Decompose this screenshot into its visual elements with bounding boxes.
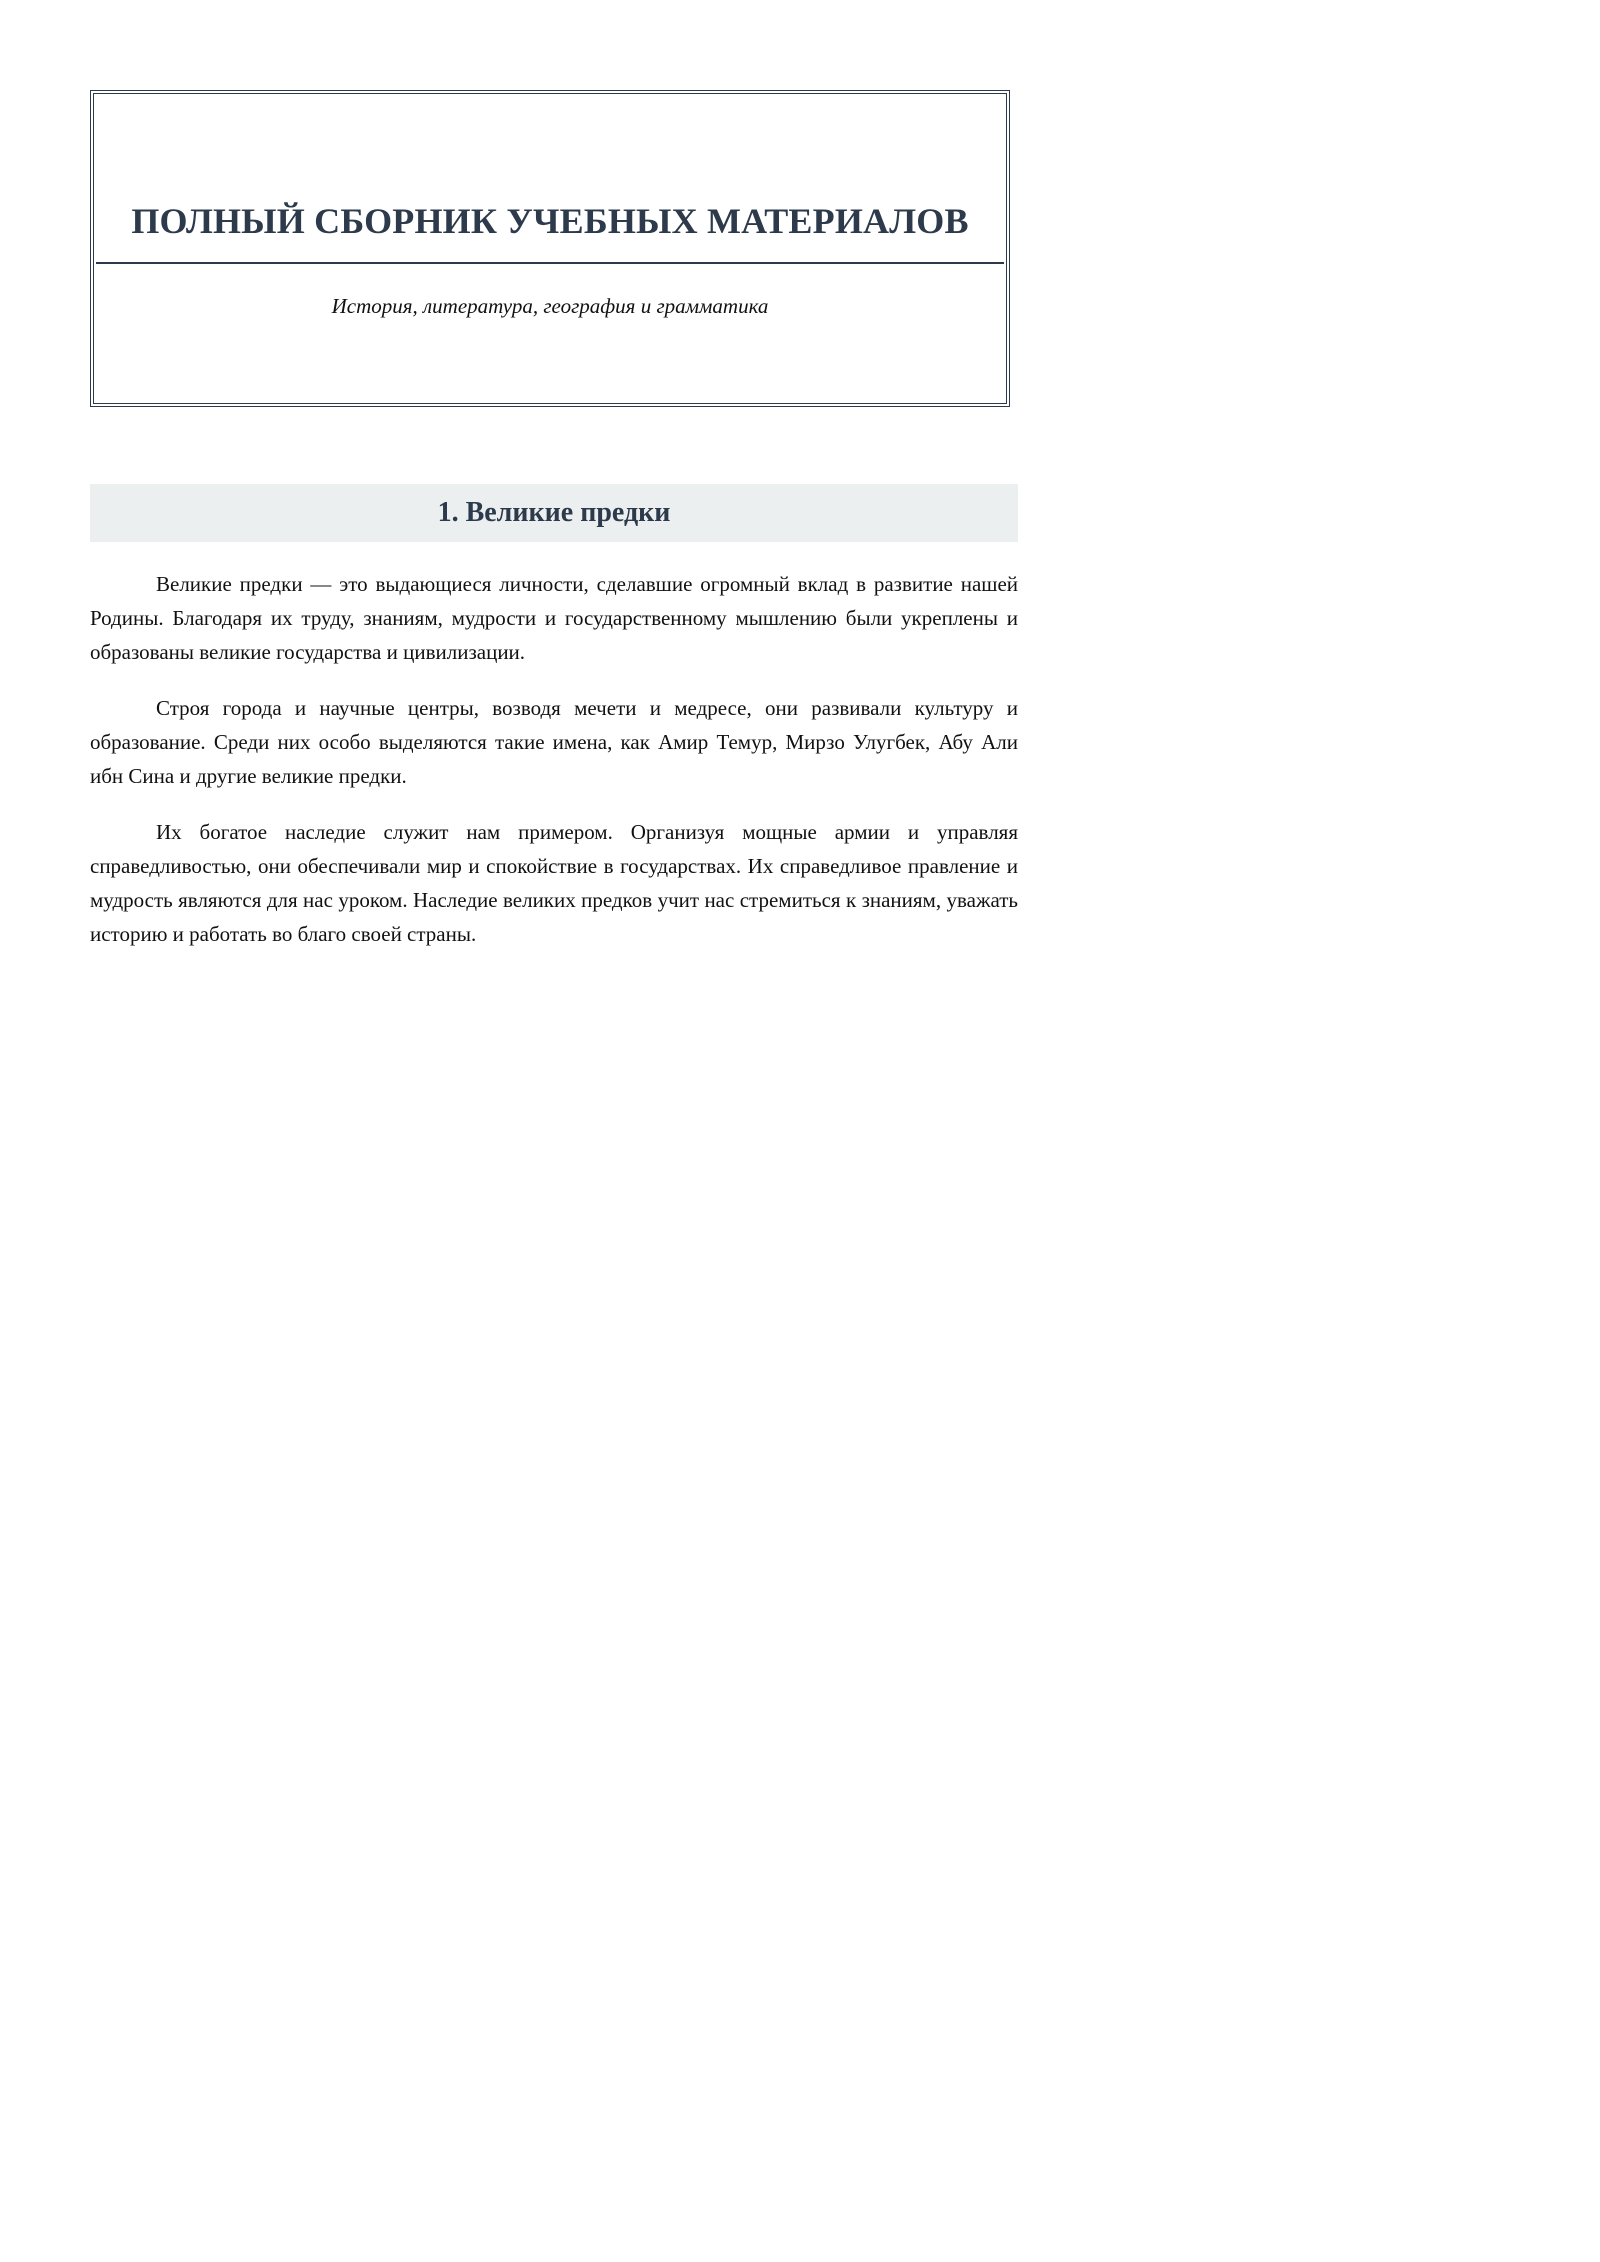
section-heading-banner bbox=[90, 484, 1018, 542]
document-title: ПОЛНЫЙ СБОРНИК УЧЕБНЫХ МАТЕРИАЛОВ bbox=[131, 201, 969, 241]
section-heading: 1. Великие предки bbox=[437, 497, 671, 528]
title-divider bbox=[96, 262, 1004, 264]
paragraph: Их богатое наследие служит нам примером. Организуя мощные армии и управляя справедливостью, они обеспечивали мир и спокойствие в государствах. Их справедливое правление и мудрость являются для нас уроком. Наследие великих предков учит нас стремиться к знаниям, уважать историю и работать во благо своей страны. bbox=[90, 820, 1018, 946]
section-body bbox=[90, 567, 1018, 973]
title-frame bbox=[90, 90, 1010, 407]
paragraph: Строя города и научные центры, возводя мечети и медресе, они развивали культуру и образование. Среди них особо выделяются такие имена, как Амир Темур, Мирзо Улугбек, Абу Али ибн Сина и другие великие предки. bbox=[90, 696, 1018, 788]
document-subtitle: История, литература, география и грамматика bbox=[331, 294, 769, 318]
title-frame-inner bbox=[96, 96, 1004, 401]
paragraph: Великие предки — это выдающиеся личности, сделавшие огромный вклад в развитие нашей Родины. Благодаря их труду, знаниям, мудрости и государственному мышлению были укреплены и образованы великие государства и цивилизации. bbox=[90, 572, 1018, 664]
